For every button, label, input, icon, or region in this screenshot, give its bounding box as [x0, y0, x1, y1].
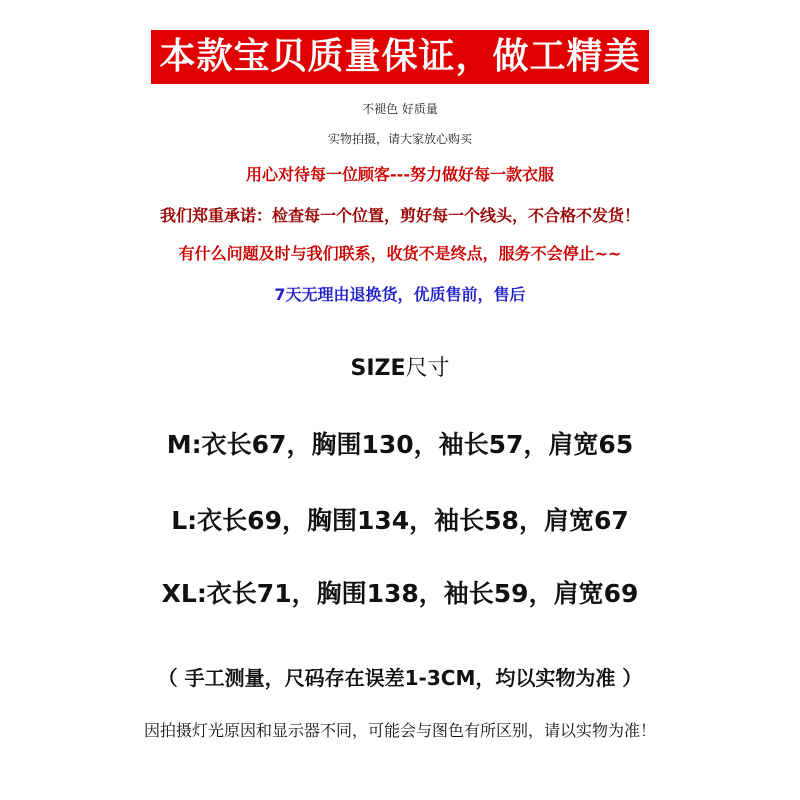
- color-disclaimer: 因拍摄灯光原因和显示器不同，可能会与图色有所区别，请以实物为准！: [143, 721, 656, 740]
- size-title: [0, 351, 800, 382]
- size-title-cn: 尺寸: [405, 356, 450, 381]
- size-row-l: L:衣长69，胸围134，袖长58，肩宽67: [171, 506, 629, 535]
- real-photo-line: 实物拍摄，请大家放心购买: [327, 132, 472, 146]
- size-row-xl: XL:衣长71，胸围138，袖长59，肩宽69: [161, 579, 639, 608]
- no-fade-line: 不褪色 好质量: [362, 102, 438, 116]
- quality-banner: 本款宝贝质量保证，做工精美: [151, 30, 648, 84]
- promise-return-line: 7天无理由退换货，优质售前，售后: [274, 285, 526, 304]
- size-row-m: M:衣长67，胸围130，袖长57，肩宽65: [166, 430, 634, 459]
- promise-customer-line: 用心对待每一位顾客---努力做好每一款衣服: [246, 165, 554, 184]
- promise-inspection-line: 我们郑重承诺：检查每一个位置，剪好每一个线头，不合格不发货！: [159, 206, 640, 225]
- measurement-note: （ 手工测量，尺码存在误差1-3CM，均以实物为准 ）: [157, 666, 643, 690]
- banner-wrap: [0, 30, 800, 84]
- size-title-en: SIZE: [350, 356, 406, 381]
- promise-service-line: 有什么问题及时与我们联系，收货不是终点，服务不会停止~~: [178, 244, 622, 263]
